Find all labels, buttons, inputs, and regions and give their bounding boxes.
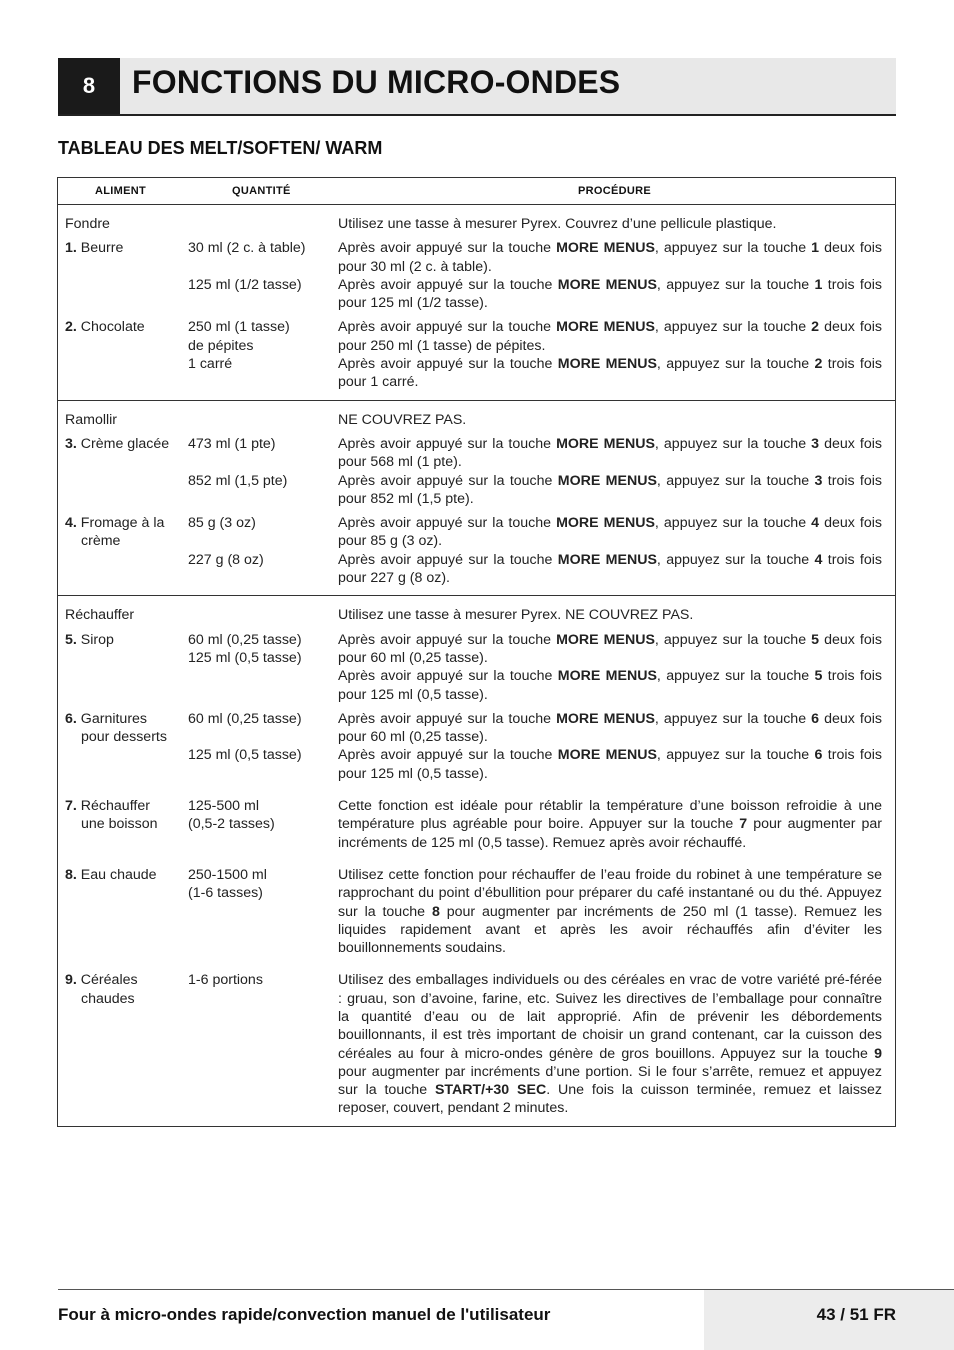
item-procedure: Après avoir appuyé sur la touche MORE MENUS, appuyez sur la touche 6 deux fois pour 60 ml (0,25 tasse). Après avoir appuyé sur la touche MORE MENUS, appuyez sur la touche 6 trois fois pour 125 ml (0,5 tasse). [338,710,883,782]
item-name: 2. Chocolate [65,319,145,336]
group-label: Fondre [65,216,110,232]
function-table [57,177,896,1127]
item-quantity: 60 ml (0,25 tasse) 125 ml (0,5 tasse) [188,710,302,764]
group-intro: Utilisez une tasse à mesurer Pyrex. Couvrez d’une pellicule plastique. [338,216,777,232]
group-intro: Utilisez une tasse à mesurer Pyrex. NE COUVREZ PAS. [338,607,694,624]
chapter-number: 8 [58,58,120,114]
table-row [58,435,895,472]
item-quantity: 473 ml (1 pte) [188,435,276,452]
group-intro: NE COUVREZ PAS. [338,411,467,428]
item-name: 6. Garnitures pour desserts [65,710,167,746]
table-row [58,239,895,276]
table-row [58,971,895,1117]
group-label: Réchauffer [65,607,135,624]
item-quantity: 852 ml (1,5 pte) [188,472,288,489]
item-procedure: Utilisez des emballages individuels ou des céréales en vrac de votre variété pré-férée : gruau, son d’avoine, farine, etc. Suivez les directives de l’emballage pour connaître la quantité d’eau ou de lait approprié. Afin de prévenir les débordements bouillonnants, il est très important de choisir un grand contenant, car la cuisson des céréales au four à micro-ondes génère de gros bouillons. Appuyez sur la touche 9 pour augmenter par incréments d’une portion. Si le four s’arrête, remuez et appuyez sur la touche START/+30 SEC. Une fois la cuisson terminée, remuez et laissez reposer, couvert, pendant 2 minutes. [338,972,882,1117]
header-procedure: PROCÉDURE [578,185,651,197]
item-procedure: Après avoir appuyé sur la touche MORE MENUS, appuyez sur la touche 2 deux fois pour 250 ml (1 tasse) de pépites. Après avoir appuyé sur la touche MORE MENUS, appuyez sur la touche 2 trois fois pour 1 carré. [338,319,883,391]
footer-manual-title: Four à micro-ondes rapide/convection manuel de l'utilisateur [58,1305,551,1324]
item-name: 3. Crème glacée [65,435,170,452]
item-quantity: 85 g (3 oz) 227 g (8 oz) [188,515,264,568]
item-quantity: 1-6 portions [188,972,263,989]
item-name: 7. Réchauffer une boisson [65,798,158,833]
item-name: 4. Fromage à la crème [65,515,165,550]
item-quantity: 60 ml (0,25 tasse) 125 ml (0,5 tasse) [188,631,302,666]
header-quantite: QUANTITÉ [232,185,291,197]
item-procedure: Après avoir appuyé sur la touche MORE MENUS, appuyez sur la touche 1 trois fois pour 125 ml (1/2 tasse). [338,276,883,312]
table-row [58,710,895,783]
table-header [58,178,895,205]
table-row [58,866,895,957]
group-rechauffer [58,596,895,1125]
chapter-title: FONCTIONS DU MICRO-ONDES [132,64,621,100]
item-procedure: Cette fonction est idéale pour rétablir la température d’une boisson refroidie à une température plus agréable pour boire. Appuyer sur la touche 7 pour augmenter par incréments de 125 ml (0,5 tasse). Remuez après avoir réchauffé. [338,798,882,851]
header-aliment: ALIMENT [95,185,146,197]
chapter-header [58,58,896,116]
table-row [58,472,895,509]
item-quantity: 125 ml (1/2 tasse) [188,276,302,293]
item-procedure: Après avoir appuyé sur la touche MORE MENUS, appuyez sur la touche 5 deux fois pour 60 ml (0,25 tasse). Après avoir appuyé sur la touche MORE MENUS, appuyez sur la touche 5 trois fois pour 125 ml (0,5 tasse). [338,631,883,703]
item-quantity: 125-500 ml (0,5-2 tasses) [188,798,275,833]
item-procedure: Après avoir appuyé sur la touche MORE MENUS, appuyez sur la touche 3 deux fois pour 568 ml (1 pte). [338,435,882,471]
table-row [58,631,895,704]
table-row [58,276,895,313]
item-procedure: Après avoir appuyé sur la touche MORE MENUS, appuyez sur la touche 4 deux fois pour 85 g (3 oz). Après avoir appuyé sur la touche MORE MENUS, appuyez sur la touche 4 trois fois pour 227 g (8 oz). [338,515,883,587]
item-procedure: Après avoir appuyé sur la touche MORE MENUS, appuyez sur la touche 1 deux fois pour 30 ml (2 c. à table). [338,240,882,275]
item-quantity: 30 ml (2 c. à table) [188,240,306,257]
item-quantity: 250-1500 ml (1-6 tasses) [188,866,267,902]
section-title: TABLEAU DES MELT/SOFTEN/ WARM [58,138,383,158]
group-ramollir [58,401,895,597]
item-name: 5. Sirop [65,631,114,648]
item-name: 9. Céréales chaudes [65,972,138,1007]
table-row [58,411,895,429]
table-row [58,318,895,391]
group-label: Ramollir [65,411,118,428]
footer-page-number: 43 / 51 FR [816,1305,896,1324]
item-procedure: Utilisez cette fonction pour réchauffer de l’eau froide du robinet à une température se rapprochant du point d’ébullition pour préparer du café instantané ou du thé. Appuyez sur la touche 8 pour augmenter par incréments de 250 ml (1 tasse). Remuez les liquides rapidement avant et après les avoir réchauffés afin d’éviter les bouillonnements soudains. [338,866,882,957]
item-procedure: Après avoir appuyé sur la touche MORE MENUS, appuyez sur la touche 3 trois fois pour 852 ml (1,5 pte). [338,472,883,507]
table-row [58,514,895,587]
item-name: 1. Beurre [65,240,124,257]
table-row [58,215,895,233]
group-fondre [58,205,895,401]
item-quantity: 250 ml (1 tasse) de pépites 1 carré [188,319,290,373]
item-name: 8. Eau chaude [65,866,157,883]
table-row [58,606,895,624]
table-row [58,797,895,852]
